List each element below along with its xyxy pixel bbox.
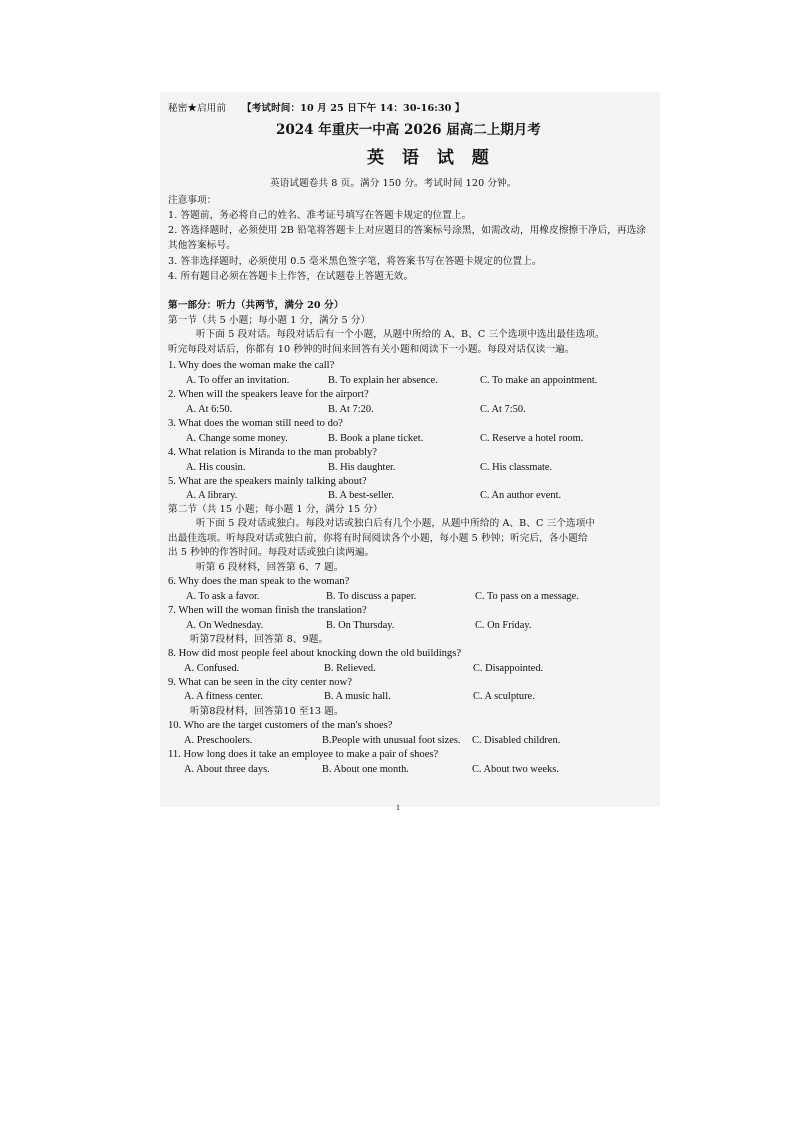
material-note: 听第8段材料，回答第10 至13 题。 — [190, 706, 344, 717]
question: 11. How long does it take an employee to make a pair of shoes? — [168, 749, 439, 760]
section1-instruction: 听下面 5 段对话。每段对话后有一个小题，从题中所给的 A、B、C 三个选项中选出最佳选项。 — [196, 329, 605, 340]
option-b: B. A best-seller. — [328, 490, 394, 501]
question: 7. When will the woman finish the translation? — [168, 605, 367, 616]
material-note: 听第 6 段材料，回答第 6、7 题。 — [196, 562, 344, 573]
option-a: A. To offer an invitation. — [186, 375, 290, 386]
option-a: A. To ask a favor. — [186, 591, 260, 602]
option-c: C. On Friday. — [475, 620, 532, 631]
option-c: C. His classmate. — [480, 462, 553, 473]
option-b: B. To discuss a paper. — [326, 591, 417, 602]
option-c: C. An author event. — [480, 490, 562, 501]
option-b: B. His daughter. — [328, 462, 396, 473]
section1-heading: 第一节（共 5 小题；每小题 1 分，满分 5 分） — [168, 315, 371, 326]
option-a: A. His cousin. — [186, 462, 246, 473]
option-b: B. Book a plane ticket. — [328, 433, 424, 444]
option-a: A. On Wednesday. — [186, 620, 264, 631]
note-item: 4. 所有题目必须在答题卡上作答，在试题卷上答题无效。 — [168, 271, 414, 282]
note-item: 1. 答题前，务必将自己的姓名、准考证号填写在答题卡规定的位置上。 — [168, 210, 472, 221]
option-b: B. To explain her absence. — [328, 375, 438, 386]
option-a: A. At 6:50. — [186, 404, 233, 415]
option-c: C. Disabled children. — [472, 735, 561, 746]
question: 3. What does the woman still need to do? — [168, 418, 343, 429]
exam-title: 2024 年重庆一中高 2026 届高二上期月考 — [276, 122, 541, 138]
section2-instruction: 出最佳选项。听每段对话或独白前，你将有时间阅读各个小题，每小题 5 秒钟；听完后，各小题给 — [168, 533, 588, 544]
question: 8. How did most people feel about knocking down the old buildings? — [168, 648, 462, 659]
option-c: C. About two weeks. — [472, 764, 559, 775]
option-b: B. On Thursday. — [326, 620, 395, 631]
question: 4. What relation is Miranda to the man probably? — [168, 447, 377, 458]
option-b: B. A music hall. — [324, 691, 391, 702]
option-c: C. To make an appointment. — [480, 375, 598, 386]
option-b: B. At 7:20. — [328, 404, 374, 415]
part1-heading: 第一部分：听力（共两节，满分 20 分） — [168, 300, 344, 311]
note-item: 2. 答选择题时，必须使用 2B 铅笔将答题卡上对应题目的答案标号涂黑，如需改动，用橡皮擦擦干净后，再选涂 — [168, 225, 647, 236]
subject-title: 英 语 试 题 — [367, 148, 495, 168]
note-item: 其他答案标号。 — [168, 240, 236, 251]
question: 6. Why does the man speak to the woman? — [168, 576, 350, 587]
option-a: A. Change some money. — [186, 433, 288, 444]
question: 5. What are the speakers mainly talking about? — [168, 476, 367, 487]
question: 2. When will the speakers leave for the airport? — [168, 389, 369, 400]
option-a: A. Confused. — [184, 663, 240, 674]
option-b: B. Relieved. — [324, 663, 376, 674]
option-a: A. Preschoolers. — [184, 735, 253, 746]
section1-instruction: 听完每段对话后，你都有 10 秒钟的时间来回答有关小题和阅读下一小题。每段对话仅读一遍。 — [168, 344, 575, 355]
page-number: 1 — [396, 803, 400, 812]
exam-time: 【考试时间：10 月 25 日下午 14：30-16:30 】 — [242, 103, 465, 114]
option-a: A. About three days. — [184, 764, 270, 775]
option-c: C. Reserve a hotel room. — [480, 433, 584, 444]
option-a: A. A fitness center. — [184, 691, 263, 702]
option-c: C. A sculpture. — [473, 691, 535, 702]
section2-instruction: 听下面 5 段对话或独白。每段对话或独白后有几个小题，从题中所给的 A、B、C 三个选项中 — [196, 518, 596, 529]
confidential-label: 秘密★启用前 — [168, 103, 227, 114]
question: 9. What can be seen in the city center now? — [168, 677, 352, 688]
notes-heading: 注意事项： — [168, 195, 217, 206]
option-b: B.People with unusual foot sizes. — [322, 735, 461, 746]
question: 1. Why does the woman make the call? — [168, 360, 335, 371]
section2-instruction: 出 5 秒钟的作答时间。每段对话或独白读两遍。 — [168, 547, 375, 558]
option-c: C. Disappointed. — [473, 663, 544, 674]
note-item: 3. 答非选择题时，必须使用 0.5 毫米黑色签字笔，将答案书写在答题卡规定的位置上。 — [168, 256, 542, 267]
option-a: A. A library. — [186, 490, 238, 501]
option-c: C. To pass on a message. — [475, 591, 579, 602]
option-c: C. At 7:50. — [480, 404, 526, 415]
question: 10. Who are the target customers of the man's shoes? — [168, 720, 393, 731]
material-note: 听第7段材料，回答第 8、9题。 — [190, 634, 329, 645]
section2-heading: 第二节（共 15 小题；每小题 1 分，满分 15 分） — [168, 504, 383, 515]
option-b: B. About one month. — [322, 764, 409, 775]
exam-summary: 英语试题卷共 8 页。满分 150 分。考试时间 120 分钟。 — [270, 178, 517, 189]
